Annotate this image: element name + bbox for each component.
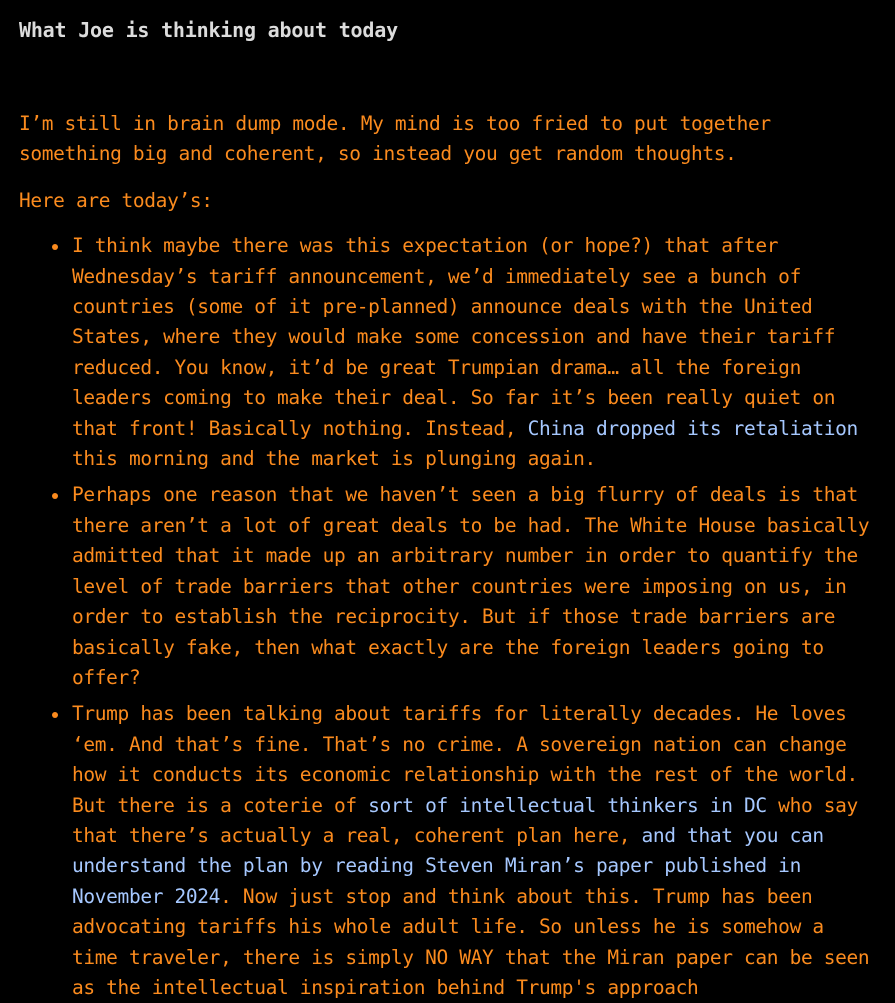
list-item — [72, 231, 877, 474]
intellectual-thinkers-link[interactable]: sort of intellectual thinkers in DC — [368, 793, 767, 817]
intro-paragraph: I’m still in brain dump mode. My mind is too fried to put together something big and coherent, so instead you get random thoughts. — [19, 112, 771, 166]
china-retaliation-link[interactable]: China dropped its retaliation — [527, 416, 858, 440]
lead-paragraph: Here are today’s: — [19, 188, 213, 212]
bullet-text: Perhaps one reason that we haven’t seen a big flurry of deals is that there aren’t a lot of great deals to be had. The White House basically admitted that it made up an arbitrary number in order to quantify the level of trade barriers that other countries were imposing on us, in order to establish the reciprocity. But if those trade barriers are basically fake, then what exactly are the foreign leaders going to offer? — [72, 483, 870, 689]
bullet-text: I think maybe there was this expectation (or hope?) that after Wednesday’s tariff announcement, we’d immediately see a bunch of countries (some of it pre-planned) announce deals with the United States, where they would make some concession and have their tariff reduced. You know, it’d be great Trumpian drama… all the foreign leaders coming to make their deal. So far it’s been really quiet on that front! Basically nothing. Instead, — [72, 234, 836, 440]
bullet-text: Trump has been talking about tariffs for literally decades. He loves ‘em. And that’s fine. That’s no crime. A sovereign nation can change how it conducts its economic relationship with the rest of the world. But there is a coterie of — [72, 702, 858, 817]
article-title: What Joe is thinking about today — [19, 18, 398, 42]
bullet-text: . Now just stop and think about this. Trump has been advocating tariffs his whole adult life. So unless he is somehow a time traveler, there is simply NO WAY that the Miran paper can be seen as the intellectual inspiration behind Trump's approach — [72, 884, 870, 999]
list-item — [72, 480, 877, 693]
article-body — [19, 109, 877, 1003]
bullet-text: who say that there’s actually a real, coherent plan here, — [72, 793, 858, 847]
thoughts-list — [19, 231, 877, 1003]
miran-paper-link[interactable]: and that you can understand the plan by reading Steven Miran’s paper published in November 2024 — [72, 823, 824, 908]
bullet-text: this morning and the market is plunging again. — [72, 447, 596, 471]
list-item — [72, 699, 877, 1003]
